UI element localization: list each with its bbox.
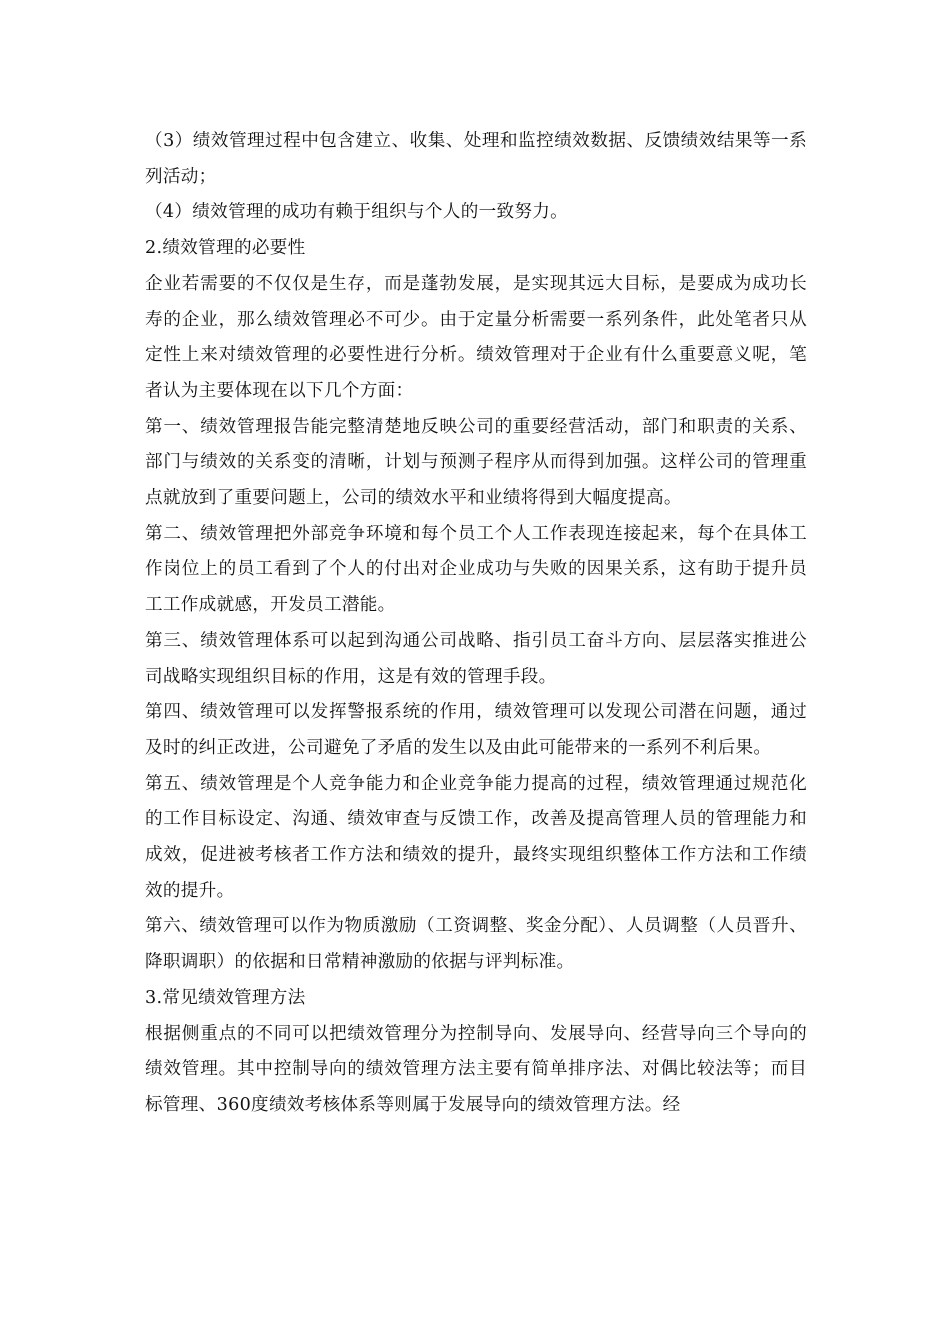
body-paragraph-first: 第一、绩效管理报告能完整清楚地反映公司的重要经营活动，部门和职责的关系、部门与绩效的关系变的清晰，计划与预测子程序从而得到加强。这样公司的管理重点就放到了重要问题上，公司的绩效水平和业绩将得到大幅度提高。 — [145, 416, 807, 509]
body-paragraph-intro: 企业若需要的不仅仅是生存，而是蓬勃发展，是实现其远大目标，是要成为成功长寿的企业，那么绩效管理必不可少。由于定量分析需要一系列条件，此处笔者只从定性上来对绩效管理的必要性进行分析。绩效管理对于企业有什么重要意义呢，笔者认为主要体现在以下几个方面： — [145, 273, 807, 401]
document-page — [145, 124, 807, 1124]
list-item-3: （3）绩效管理过程中包含建立、收集、处理和监控绩效数据、反馈绩效结果等一系列活动； — [145, 131, 807, 187]
body-paragraph-fourth: 第四、绩效管理可以发挥警报系统的作用，绩效管理可以发现公司潜在问题，通过及时的纠正改进，公司避免了矛盾的发生以及由此可能带来的一系列不利后果。 — [145, 702, 807, 758]
section-heading-necessity: 2.绩效管理的必要性 — [145, 238, 306, 259]
list-item-4: （4）绩效管理的成功有赖于组织与个人的一致努力。 — [145, 202, 569, 223]
body-paragraph-sixth: 第六、绩效管理可以作为物质激励（工资调整、奖金分配）、人员调整（人员晋升、降职调职）的依据和日常精神激励的依据与评判标准。 — [145, 916, 807, 973]
body-paragraph-third: 第三、绩效管理体系可以起到沟通公司战略、指引员工奋斗方向、层层落实推进公司战略实现组织目标的作用，这是有效的管理手段。 — [145, 630, 807, 687]
body-paragraph-methods: 根据侧重点的不同可以把绩效管理分为控制导向、发展导向、经营导向三个导向的绩效管理。其中控制导向的绩效管理方法主要有简单排序法、对偶比较法等；而目标管理、360度绩效考核体系等则属于发展导向的绩效管理方法。经 — [145, 1023, 807, 1115]
body-paragraph-second: 第二、绩效管理把外部竞争环境和每个员工个人工作表现连接起来，每个在具体工作岗位上的员工看到了个人的付出对企业成功与失败的因果关系，这有助于提升员工工作成就感，开发员工潜能。 — [145, 523, 807, 616]
section-heading-methods: 3.常见绩效管理方法 — [145, 987, 306, 1008]
body-paragraph-fifth: 第五、绩效管理是个人竞争能力和企业竞争能力提高的过程，绩效管理通过规范化的工作目标设定、沟通、绩效审查与反馈工作，改善及提高管理人员的管理能力和成效，促进被考核者工作方法和绩效的提升，最终实现组织整体工作方法和工作绩效的提升。 — [145, 773, 807, 901]
